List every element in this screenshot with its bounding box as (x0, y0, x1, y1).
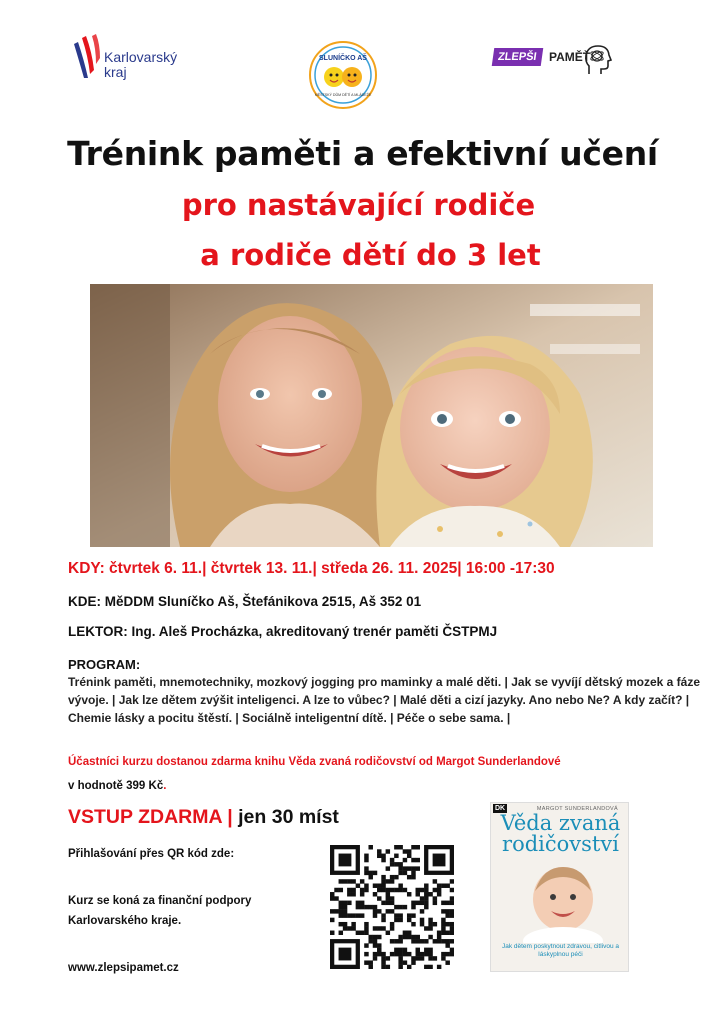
slunicko-sun-icon (308, 40, 378, 110)
book-price (68, 780, 166, 792)
mother-and-child-photo-icon (90, 284, 653, 547)
qr-code-icon (330, 845, 454, 969)
zlepsi-word: PAMĚŤ (549, 50, 591, 64)
support-note: Kurz se koná za finanční podpory Karlovarského kraje. (68, 895, 252, 927)
program-heading: PROGRAM: (68, 657, 141, 672)
free-entry (68, 806, 339, 829)
registration-qr-code[interactable] (330, 845, 454, 969)
capacity-label: jen 30 míst (232, 806, 339, 828)
event-location: KDE: MěDDM Sluníčko Aš, Štefánikova 2515, Aš 352 01 (68, 594, 422, 609)
slunicko-logo (308, 40, 378, 110)
bonus-book-note: Účastníci kurzu dostanou zdarma knihu Věda zvaná rodičovství od Margot Sunderlandové (68, 756, 561, 768)
slunicko-text: SLUNÍČKO AŠ (319, 55, 367, 62)
kraj-name-line2: kraj (104, 64, 127, 80)
book-price-text: v hodnotě 399 Kč (68, 780, 164, 792)
event-lecturer (68, 624, 497, 639)
book-title-line2: rodičovství (502, 832, 619, 856)
page-title: Trénink paměti a efektivní učení (67, 134, 658, 173)
zlepsi-badge: ZLEPŠI (492, 48, 543, 66)
karlovarsky-kraj-logo (70, 34, 190, 84)
book-title-line1: Věda zvaná (500, 811, 621, 835)
book-price-dot: . (163, 780, 167, 792)
baby-photo-icon (513, 861, 613, 943)
program-text: Trénink paměti, mnemotechniky, mozkový jogging pro maminky a malé děti. | Jak se vyvíjí dětský mozek a fáze vývoje. | Jak lze dětem zvýšit inteligenci. A lze to vůbec? | Malé děti a cizí jazyky. Ano nebo Ne? A kdy začít? | Chemie lásky a pocitu štěstí. | Sociálně inteligentní dítě. | Péče o sebe sama. | (68, 675, 701, 725)
event-dates: KDY: čtvrtek 6. 11.| čtvrtek 13. 11.| středa 26. 11. 2025| 16:00 -17:30 (68, 560, 555, 577)
mother-child-photo (90, 284, 653, 547)
zlepsi-pamet-logo (493, 44, 615, 78)
lecturer-label: LEKTOR (68, 624, 124, 639)
website-link[interactable]: www.zlepsipamet.cz (68, 962, 179, 974)
kraj-name (104, 50, 177, 80)
lecturer-value: : Ing. Aleš Procházka, akreditovaný trenér paměti ČSTPMJ (123, 624, 498, 639)
registration-note: Přihlašování přes QR kód zde: (68, 848, 235, 860)
free-entry-label: VSTUP ZDARMA | (68, 806, 233, 828)
kraj-name-line1: Karlovarský (104, 49, 178, 65)
book-cover (490, 802, 629, 972)
book-author: MARGOT SUNDERLANDOVÁ (536, 806, 618, 812)
head-brain-icon (583, 44, 613, 76)
kraj-mark-icon (70, 34, 104, 80)
publisher-logo: DK (495, 805, 506, 812)
subtitle-line2: a rodiče dětí do 3 let (200, 238, 541, 272)
subtitle-line1: pro nastávající rodiče (181, 188, 536, 222)
slunicko-subtext: MĚSTSKÝ DŮM DĚTÍ A MLÁDEŽE (314, 93, 372, 97)
book-subtitle: Jak dětem poskytnout zdravou, citlivou a láskyplnou péči (501, 943, 620, 958)
